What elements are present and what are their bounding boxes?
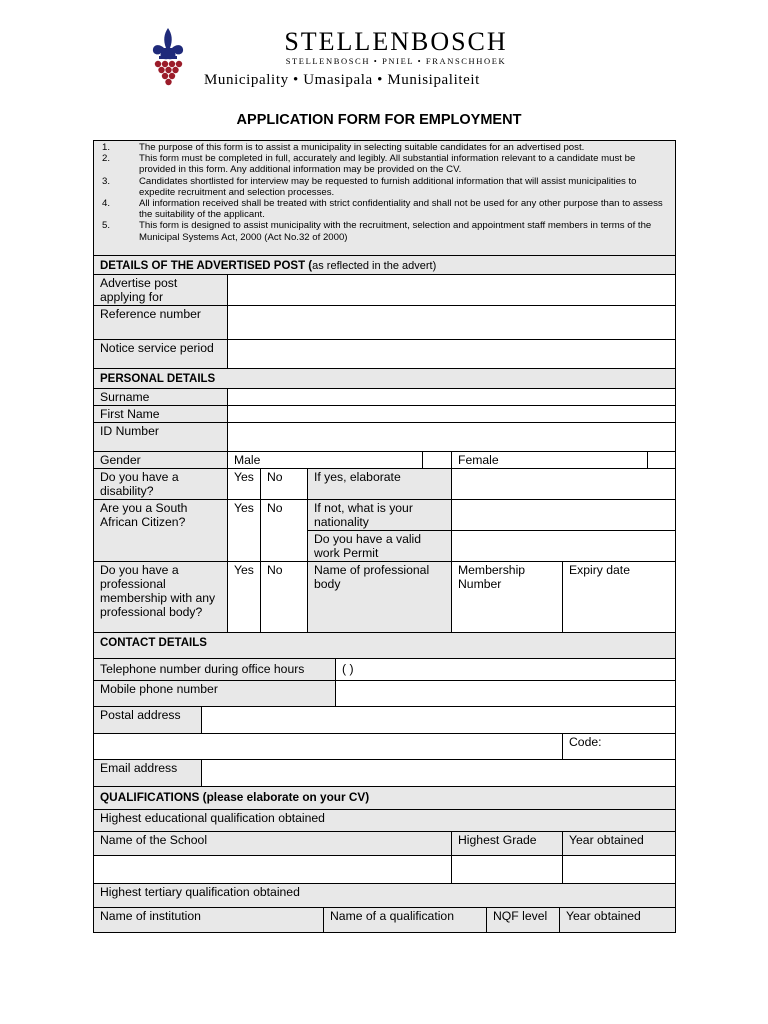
disability-yes-option[interactable]: Yes (228, 469, 261, 500)
postal-code-field[interactable]: Code: (563, 734, 676, 760)
instructions-notes (94, 141, 676, 256)
citizen-no-option[interactable]: No (261, 500, 308, 562)
school-year-field[interactable] (563, 856, 676, 884)
application-form (93, 140, 675, 933)
page-title: APPLICATION FORM FOR EMPLOYMENT (236, 112, 522, 128)
gender-male-label: Male (228, 452, 423, 469)
disability-question: Do you have a disability? (94, 469, 228, 500)
gender-male-checkbox[interactable] (423, 452, 452, 469)
disability-no-option[interactable]: No (261, 469, 308, 500)
section-contact-details: CONTACT DETAILS (94, 633, 676, 659)
section-advertised-post: DETAILS OF THE ADVERTISED POST (as reflected in the advert) (94, 256, 676, 275)
school-name-label: Name of the School (94, 832, 452, 856)
professional-body-label: Name of professional body (308, 562, 452, 633)
brand-subtitle: STELLENBOSCH • PNIEL • FRANSCHHOEK (285, 56, 507, 66)
reference-number-field[interactable] (228, 306, 676, 340)
notice-period-field[interactable] (228, 340, 676, 369)
gender-female-label: Female (452, 452, 648, 469)
note-item: 2. This form must be completed in full, accurately and legibly. All substantial information relevant to a candidate must be provided in this form. Any additional information may be provided on the CV. (102, 153, 636, 176)
school-year-label: Year obtained (563, 832, 676, 856)
nationality-field[interactable] (452, 500, 676, 531)
id-number-field[interactable] (228, 423, 676, 452)
disability-elaborate-field[interactable] (452, 469, 676, 500)
reference-number-label: Reference number (94, 306, 228, 340)
citizen-question: Are you a South African Citizen? (94, 500, 228, 562)
mobile-field[interactable] (336, 681, 676, 707)
note-item: 1. The purpose of this form is to assist a municipality in selecting suitable candidates for an advertised post. (102, 142, 585, 153)
first-name-label: First Name (94, 406, 228, 423)
highest-education-heading: Highest educational qualification obtained (94, 810, 676, 832)
institution-label: Name of institution (94, 908, 324, 932)
fleur-de-lis-grapes-icon (150, 26, 186, 88)
email-label: Email address (94, 760, 202, 786)
tertiary-year-label: Year obtained (560, 908, 676, 932)
membership-question: Do you have a professional membership with any professional body? (94, 562, 228, 633)
mobile-label: Mobile phone number (94, 681, 336, 707)
telephone-field[interactable]: ( ) (336, 659, 676, 681)
brand-name: STELLENBOSCH (284, 27, 508, 56)
highest-tertiary-heading: Highest tertiary qualification obtained (94, 884, 676, 908)
advertised-post-field[interactable] (228, 275, 676, 306)
qualification-name-label: Name of a qualification (324, 908, 487, 932)
brand-municipality: Municipality • Umasipala • Munisipaliteit (204, 72, 480, 88)
highest-grade-label: Highest Grade (452, 832, 563, 856)
membership-yes-option[interactable]: Yes (228, 562, 261, 633)
disability-elaborate-label: If yes, elaborate (308, 469, 452, 500)
nqf-level-label: NQF level (487, 908, 560, 932)
postal-address-row (94, 707, 676, 734)
telephone-label: Telephone number during office hours (94, 659, 336, 681)
work-permit-label: Do you have a valid work Permit (308, 531, 452, 562)
section-qualifications: QUALIFICATIONS (please elaborate on your CV) (94, 787, 676, 810)
work-permit-field[interactable] (452, 531, 676, 562)
membership-number-label: Membership Number (452, 562, 563, 633)
notice-period-label: Notice service period (94, 340, 228, 369)
tertiary-header-row (94, 908, 676, 933)
expiry-date-label: Expiry date (563, 562, 676, 633)
postal-address-label: Postal address (94, 707, 202, 733)
school-name-field[interactable] (94, 856, 452, 884)
note-item: 4. All information received shall be treated with strict confidentiality and shall not be used for any other purpose than to assess the suitability of the applicant. (102, 198, 663, 221)
postal-address-line2[interactable] (94, 734, 563, 760)
brand-block (248, 28, 544, 66)
nationality-label: If not, what is your nationality (308, 500, 452, 531)
first-name-field[interactable] (228, 406, 676, 423)
membership-no-option[interactable]: No (261, 562, 308, 633)
note-item: 5. This form is designed to assist municipality with the recruitment, selection and appointment staff members in terms of the Municipal Systems Act, 2000 (Act No.32 of 2000) (102, 220, 652, 243)
municipality-logo (150, 26, 540, 94)
gender-female-checkbox[interactable] (648, 452, 676, 469)
gender-label: Gender (94, 452, 228, 469)
section-personal-details: PERSONAL DETAILS (94, 369, 676, 389)
note-item: 3. Candidates shortlisted for interview may be requested to furnish additional information that will assist municipalities to expedite recruitment and selection processes. (102, 175, 637, 198)
advertised-post-label: Advertise post applying for (94, 275, 228, 306)
email-row (94, 760, 676, 787)
id-number-label: ID Number (94, 423, 228, 452)
surname-label: Surname (94, 389, 228, 406)
postal-address-field[interactable] (202, 707, 676, 733)
citizen-yes-option[interactable]: Yes (228, 500, 261, 562)
surname-field[interactable] (228, 389, 676, 406)
email-field[interactable] (202, 760, 676, 786)
highest-grade-field[interactable] (452, 856, 563, 884)
